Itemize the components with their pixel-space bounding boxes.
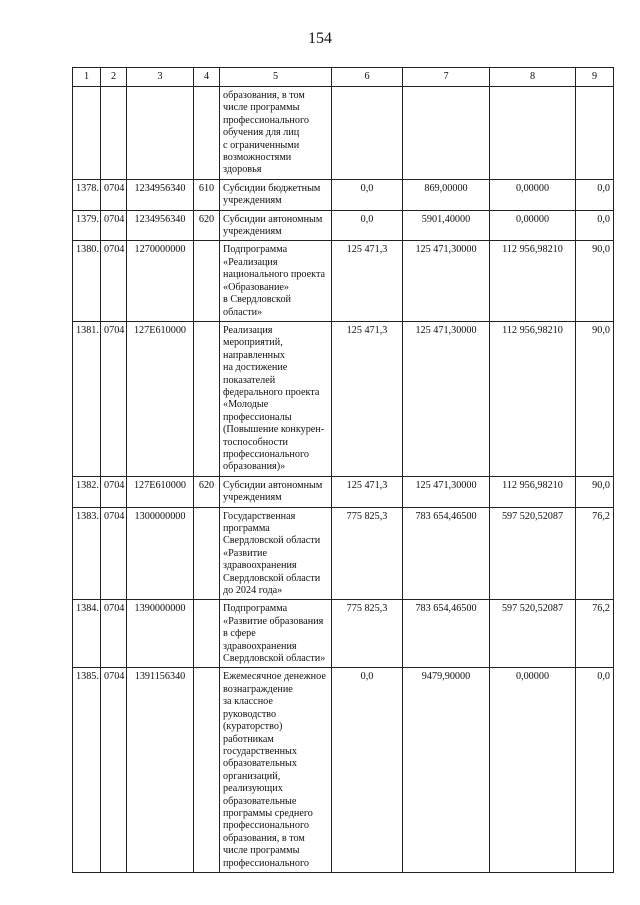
header-cell: 8 <box>490 68 576 87</box>
row-number: 1379. <box>73 210 101 241</box>
value-col-8: 0,00000 <box>490 210 576 241</box>
target-article-code: 127E610000 <box>127 321 194 476</box>
header-cell: 9 <box>576 68 614 87</box>
expense-type-code: 610 <box>194 179 220 210</box>
value-col-8: 112 956,98210 <box>490 241 576 321</box>
value-col-6: 775 825,3 <box>332 600 403 668</box>
section-code: 0704 <box>101 600 127 668</box>
value-col-8: 597 520,52087 <box>490 507 576 600</box>
header-cell: 6 <box>332 68 403 87</box>
row-number: 1385. <box>73 668 101 873</box>
value-col-9: 0,0 <box>576 668 614 873</box>
section-code: 0704 <box>101 507 127 600</box>
value-col-9: 0,0 <box>576 210 614 241</box>
value-col-8: 112 956,98210 <box>490 476 576 507</box>
section-code: 0704 <box>101 321 127 476</box>
target-article-code <box>127 87 194 180</box>
expense-type-code <box>194 668 220 873</box>
value-col-9: 90,0 <box>576 321 614 476</box>
header-cell: 1 <box>73 68 101 87</box>
section-code: 0704 <box>101 668 127 873</box>
value-col-7: 125 471,30000 <box>403 476 490 507</box>
row-number: 1380. <box>73 241 101 321</box>
row-number: 1378. <box>73 179 101 210</box>
item-name: Субсидии автономным учреждениям <box>220 210 332 241</box>
expense-type-code <box>194 321 220 476</box>
value-col-8 <box>490 87 576 180</box>
value-col-7: 783 654,46500 <box>403 507 490 600</box>
row-number <box>73 87 101 180</box>
table-row <box>73 179 614 210</box>
expense-type-code <box>194 507 220 600</box>
value-col-6: 125 471,3 <box>332 321 403 476</box>
value-col-8: 112 956,98210 <box>490 321 576 476</box>
value-col-9: 76,2 <box>576 507 614 600</box>
header-cell: 2 <box>101 68 127 87</box>
expense-type-code <box>194 87 220 180</box>
table-row <box>73 87 614 180</box>
expense-type-code: 620 <box>194 210 220 241</box>
header-cell: 7 <box>403 68 490 87</box>
budget-table <box>72 67 614 873</box>
row-number: 1381. <box>73 321 101 476</box>
item-name: Подпрограмма «Развитие образования в сфере здравоохранения Свердловской области» <box>220 600 332 668</box>
value-col-6: 775 825,3 <box>332 507 403 600</box>
section-code: 0704 <box>101 179 127 210</box>
value-col-6: 0,0 <box>332 210 403 241</box>
header-cell: 3 <box>127 68 194 87</box>
value-col-7: 125 471,30000 <box>403 321 490 476</box>
value-col-7: 5901,40000 <box>403 210 490 241</box>
section-code: 0704 <box>101 476 127 507</box>
value-col-7: 869,00000 <box>403 179 490 210</box>
table-row <box>73 668 614 873</box>
expense-type-code: 620 <box>194 476 220 507</box>
target-article-code: 1300000000 <box>127 507 194 600</box>
target-article-code: 1390000000 <box>127 600 194 668</box>
target-article-code: 1234956340 <box>127 210 194 241</box>
value-col-8: 597 520,52087 <box>490 600 576 668</box>
item-name: Подпрограмма «Реализация национального проекта «Образование» в Свердловской области» <box>220 241 332 321</box>
value-col-6: 0,0 <box>332 668 403 873</box>
expense-type-code <box>194 600 220 668</box>
item-name: образования, в том числе программы профессионального обучения для лиц с ограниченными возможностями здоровья <box>220 87 332 180</box>
section-code: 0704 <box>101 210 127 241</box>
value-col-6: 125 471,3 <box>332 241 403 321</box>
target-article-code: 1234956340 <box>127 179 194 210</box>
value-col-7 <box>403 87 490 180</box>
table-row <box>73 600 614 668</box>
value-col-7: 783 654,46500 <box>403 600 490 668</box>
value-col-6 <box>332 87 403 180</box>
value-col-7: 125 471,30000 <box>403 241 490 321</box>
row-number: 1384. <box>73 600 101 668</box>
value-col-9 <box>576 87 614 180</box>
section-code: 0704 <box>101 241 127 321</box>
target-article-code: 1391156340 <box>127 668 194 873</box>
value-col-9: 76,2 <box>576 600 614 668</box>
header-cell: 4 <box>194 68 220 87</box>
header-cell: 5 <box>220 68 332 87</box>
header-row <box>73 68 614 87</box>
section-code <box>101 87 127 180</box>
item-name: Субсидии автономным учреждениям <box>220 476 332 507</box>
table-row <box>73 210 614 241</box>
table-row <box>73 507 614 600</box>
expense-type-code <box>194 241 220 321</box>
page-number: 154 <box>308 30 332 47</box>
item-name: Ежемесячное денежное вознаграждение за классное руководство (кураторство) работникам государственных образовательных организаций, реализующих образовательные программы среднего профессионального образования, в том числе программы профессионального <box>220 668 332 873</box>
table-row <box>73 321 614 476</box>
value-col-9: 0,0 <box>576 179 614 210</box>
value-col-7: 9479,90000 <box>403 668 490 873</box>
row-number: 1383. <box>73 507 101 600</box>
table-row <box>73 241 614 321</box>
value-col-6: 0,0 <box>332 179 403 210</box>
value-col-8: 0,00000 <box>490 668 576 873</box>
value-col-8: 0,00000 <box>490 179 576 210</box>
row-number: 1382. <box>73 476 101 507</box>
value-col-6: 125 471,3 <box>332 476 403 507</box>
item-name: Государственная программа Свердловской области «Развитие здравоохранения Свердловской области до 2024 года» <box>220 507 332 600</box>
target-article-code: 127E610000 <box>127 476 194 507</box>
item-name: Реализация мероприятий, направленных на достижение показателей федерального проекта «Молодые профессионалы (Повышение конкурен- тоспособности профессионального образования)» <box>220 321 332 476</box>
value-col-9: 90,0 <box>576 241 614 321</box>
value-col-9: 90,0 <box>576 476 614 507</box>
item-name: Субсидии бюджетным учреждениям <box>220 179 332 210</box>
target-article-code: 1270000000 <box>127 241 194 321</box>
table-row <box>73 476 614 507</box>
